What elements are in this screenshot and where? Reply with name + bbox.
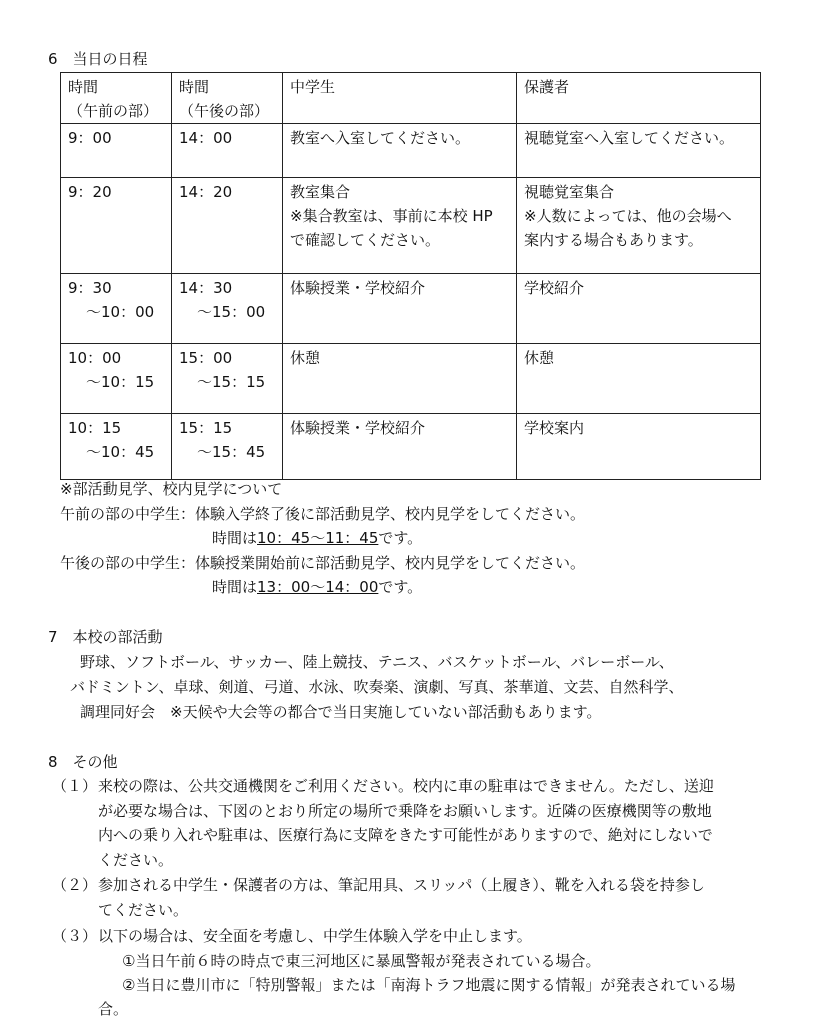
pm-tour-time-range: 13：00～14：00	[257, 578, 379, 596]
am-time-cell: 9：20	[61, 178, 172, 274]
pm-tour-time: 時間は13：00～14：00です。	[212, 578, 423, 596]
header-am-time: 時間 （午前の部）	[61, 73, 172, 124]
item1-line-1: 来校の際は、公共交通機関をご利用ください。校内に車の駐車はできません。ただし、送迎	[98, 777, 714, 795]
item3-condition-2: ②当日に豊川市に「特別警報」または「南海トラフ地震に関する情報」が発表されている場	[122, 976, 736, 994]
table-row	[61, 178, 761, 274]
pm-tour-note: 午後の部の中学生：体験授業開始前に部活動見学、校内見学をしてください。	[60, 554, 586, 572]
header-pm-time: 時間 （午後の部）	[172, 73, 283, 124]
item3-line-1: 以下の場合は、安全面を考慮し、中学生体験入学を中止します。	[98, 927, 532, 945]
item3-condition-1: ①当日午前６時の時点で東三河地区に暴風警報が発表されている場合。	[122, 952, 601, 970]
table-header-row	[61, 73, 761, 124]
guardian-cell: 視聴覚室へ入室してください。	[517, 124, 761, 178]
guardian-cell: 学校紹介	[517, 274, 761, 344]
header-guardian: 保護者	[517, 73, 761, 124]
section6-heading: 6 当日の日程	[48, 50, 148, 68]
clubs-line-3: 調理同好会 ※天候や大会等の都合で当日実施していない部活動もあります。	[80, 703, 602, 721]
am-tour-time: 時間は10：45～11：45です。	[212, 529, 423, 547]
item2-line-1: 参加される中学生・保護者の方は、筆記用具、スリッパ（上履き）、靴を入れる袋を持参し	[98, 876, 705, 894]
am-tour-note: 午前の部の中学生：体験入学終了後に部活動見学、校内見学をしてください。	[60, 505, 586, 523]
item2-number: （２）	[52, 876, 98, 894]
item2-line-2: てください。	[98, 901, 189, 919]
student-cell: 休憩	[283, 344, 517, 414]
student-cell: 教室集合 ※集合教室は、事前に本校 HP で確認してください。	[283, 178, 517, 274]
am-time-cell: 9：30 ～10：00	[61, 274, 172, 344]
table-row	[61, 274, 761, 344]
club-tour-note-title: ※部活動見学、校内見学について	[60, 480, 283, 498]
am-time-cell: 10：15 ～10：45	[61, 414, 172, 480]
pm-time-cell: 15：15 ～15：45	[172, 414, 283, 480]
item1-number: （１）	[52, 777, 98, 795]
header-student: 中学生	[283, 73, 517, 124]
table-row	[61, 124, 761, 178]
clubs-line-2: バドミントン、卓球、剣道、弓道、水泳、吹奏楽、演劇、写真、茶華道、文芸、自然科学、	[70, 678, 684, 696]
pm-time-cell: 14：00	[172, 124, 283, 178]
am-time-cell: 9：00	[61, 124, 172, 178]
item3-number: （３）	[52, 927, 98, 945]
am-time-cell: 10：00 ～10：15	[61, 344, 172, 414]
item1-line-2: が必要な場合は、下図のとおり所定の場所で乗降をお願いします。近隣の医療機関等の敷地	[98, 802, 712, 820]
section8-heading: 8 その他	[48, 753, 118, 771]
am-tour-time-range: 10：45～11：45	[257, 529, 379, 547]
student-cell: 体験授業・学校紹介	[283, 274, 517, 344]
guardian-cell: 休憩	[517, 344, 761, 414]
table-row	[61, 344, 761, 414]
guardian-cell: 学校案内	[517, 414, 761, 480]
schedule-table	[60, 72, 761, 480]
item3-condition-2-cont: 合。	[98, 1000, 129, 1018]
student-cell: 体験授業・学校紹介	[283, 414, 517, 480]
guardian-cell: 視聴覚室集合 ※人数によっては、他の会場へ 案内する場合もあります。	[517, 178, 761, 274]
clubs-line-1: 野球、ソフトボール、サッカー、陸上競技、テニス、バスケットボール、バレーボール、	[80, 653, 674, 671]
pm-time-cell: 14：30 ～15：00	[172, 274, 283, 344]
item1-line-4: ください。	[98, 851, 174, 869]
student-cell: 教室へ入室してください。	[283, 124, 517, 178]
table-row	[61, 414, 761, 480]
pm-time-cell: 14：20	[172, 178, 283, 274]
pm-time-cell: 15：00 ～15：15	[172, 344, 283, 414]
item1-line-3: 内への乗り入れや駐車は、医療行為に支障をきたす可能性がありますので、絶対にしないで	[98, 826, 713, 844]
section7-heading: 7 本校の部活動	[48, 628, 163, 646]
